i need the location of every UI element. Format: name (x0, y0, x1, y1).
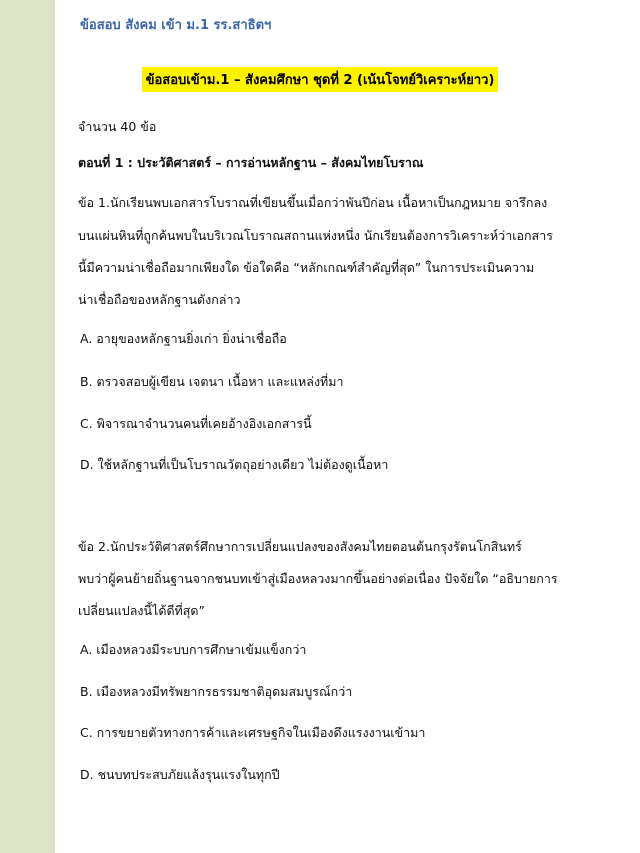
q2-choice-b: B. เมืองหลวงมีทรัพยากรธรรมชาติอุดมสมบูรณ์กว่า (80, 684, 353, 699)
q1-choice-c: C. พิจารณาจำนวนคนที่เคยอ้างอิงเอกสารนี้ (80, 416, 312, 431)
q1-line-2: บนแผ่นหินที่ถูกค้นพบในบริเวณโบราณสถานแห่งหนึ่ง นักเรียนต้องการวิเคราะห์ว่าเอกสาร (78, 228, 553, 243)
q1-line-3: นี้มีความน่าเชื่อถือมากเพียงใด ข้อใดคือ “หลักเกณฑ์สำคัญที่สุด” ในการประเมินความ (78, 260, 535, 275)
q2-choice-a: A. เมืองหลวงมีระบบการศึกษาเข้มแข็งกว่า (80, 642, 307, 657)
header-tag: ข้อสอบ สังคม เข้า ม.1 รร.สาธิตฯ (80, 18, 272, 33)
q2-line-1: ข้อ 2.นักประวัติศาสตร์ศึกษาการเปลี่ยนแปลงของสังคมไทยตอนต้นกรุงรัตนโกสินทร์ (78, 539, 522, 554)
q1-line-4: น่าเชื่อถือของหลักฐานดังกล่าว (78, 292, 241, 307)
title-row (0, 67, 640, 92)
q1-line-1: ข้อ 1.นักเรียนพบเอกสารโบราณที่เขียนขึ้นเมื่อกว่าพันปีก่อน เนื้อหาเป็นกฎหมาย จารึกลง (78, 195, 548, 210)
question-count: จำนวน 40 ข้อ (78, 119, 157, 134)
q1-choice-d: D. ใช้หลักฐานที่เป็นโบราณวัตถุอย่างเดียว ไม่ต้องดูเนื้อหา (80, 457, 389, 472)
q2-line-3: เปลี่ยนแปลงนี้ได้ดีที่สุด” (78, 603, 206, 618)
section-heading: ตอนที่ 1 : ประวัติศาสตร์ – การอ่านหลักฐาน – สังคมไทยโบราณ (78, 155, 424, 170)
q2-choice-d: D. ชนบทประสบภัยแล้งรุนแรงในทุกปี (80, 767, 280, 782)
q1-choice-b: B. ตรวจสอบผู้เขียน เจตนา เนื้อหา และแหล่งที่มา (80, 374, 344, 389)
q2-line-2: พบว่าผู้คนย้ายถิ่นฐานจากชนบทเข้าสู่เมืองหลวงมากขึ้นอย่างต่อเนื่อง ปัจจัยใด “อธิบายการ (78, 571, 558, 586)
q1-choice-a: A. อายุของหลักฐานยิ่งเก่า ยิ่งน่าเชื่อถือ (80, 331, 287, 346)
document-title: ข้อสอบเข้าม.1 – สังคมศึกษา ชุดที่ 2 (เน้นโจทย์วิเคราะห์ยาว) (142, 67, 499, 92)
q2-choice-c: C. การขยายตัวทางการค้าและเศรษฐกิจในเมืองดึงแรงงานเข้ามา (80, 725, 426, 740)
